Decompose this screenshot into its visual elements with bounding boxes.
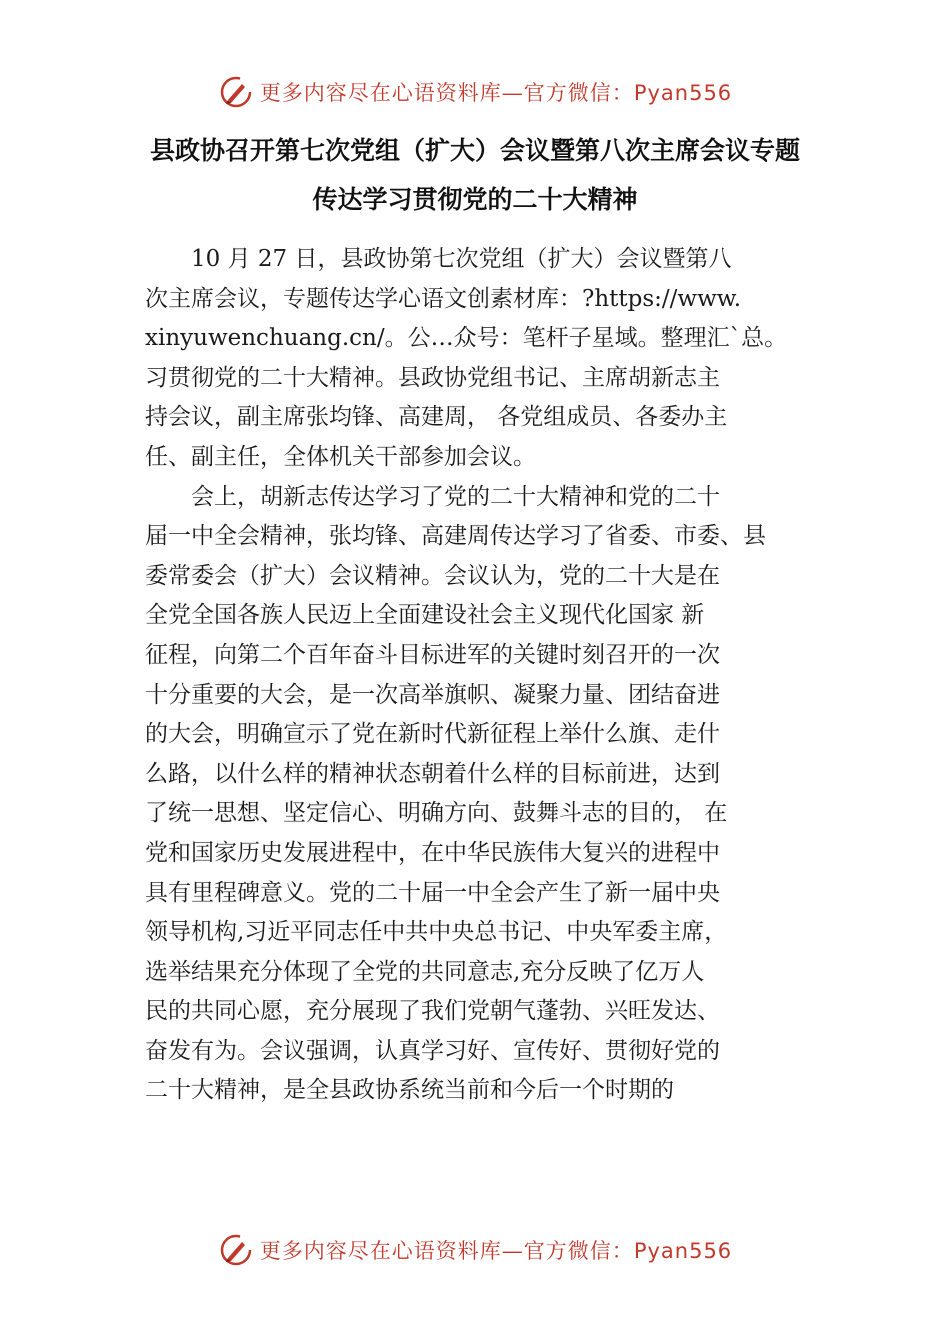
body-line: 任、副主任，全体机关干部参加会议。 (145, 443, 536, 470)
body-line: 奋发有为。会议强调，认真学习好、宣传好、贯彻好党的 (145, 1037, 720, 1064)
banner-wechat-id: Pyan556 (633, 1239, 733, 1263)
banner-wechat-id: Pyan556 (633, 81, 733, 105)
body-line: 二十大精神，是全县政协系统当前和今后一个时期的 (145, 1077, 674, 1104)
pen-nib-logo-icon (218, 1232, 254, 1268)
document-body (145, 240, 825, 1111)
body-line: 会上，胡新志传达学习了党的二十大精神和党的二十 (191, 483, 720, 510)
pen-nib-logo-icon (218, 74, 254, 110)
body-line: 习贯彻党的二十大精神。县政协党组书记、主席胡新志主 (145, 364, 720, 391)
body-line: 具有里程碑意义。党的二十届一中全会产生了新一届中央 (145, 879, 720, 906)
document-title-line-2: 传达学习贯彻党的二十大精神 (312, 185, 638, 214)
body-line: 十分重要的大会，是一次高举旗帜、凝聚力量、团结奋进 (145, 681, 720, 708)
body-line: 选举结果充分体现了全党的共同意志,充分反映了亿万人 (145, 958, 705, 985)
body-line: 了统一思想、坚定信心、明确方向、鼓舞斗志的目的， 在 (145, 800, 728, 827)
banner-text: 更多内容尽在心语资料库—官方微信： (259, 1239, 634, 1263)
body-line: 10 月 27 日，县政协第七次党组（扩大）会议暨第八 (191, 246, 732, 272)
body-line: 领导机构,习近平同志任中共中央总书记、中央军委主席， (145, 919, 728, 946)
footer-banner (0, 1230, 950, 1270)
header-banner (0, 72, 950, 112)
body-line: 征程，向第二个百年奋斗目标进军的关键时刻召开的一次 (145, 641, 720, 668)
body-line: 党和国家历史发展进程中，在中华民族伟大复兴的进程中 (145, 839, 720, 866)
body-line: 的大会，明确宣示了党在新时代新征程上举什么旗、走什 (145, 721, 720, 748)
body-line: 委常委会（扩大）会议精神。会议认为，党的二十大是在 (145, 562, 720, 589)
document-title-line-1: 县政协召开第七次党组（扩大）会议暨第八次主席会议专题 (149, 136, 800, 165)
body-line: 么路，以什么样的精神状态朝着什么样的目标前进，达到 (145, 760, 720, 787)
body-line: 次主席会议，专题传达学心语文创素材库：?https://www. (145, 285, 742, 312)
body-line: 全党全国各族人民迈上全面建设社会主义现代化国家 新 (145, 602, 705, 629)
body-line: 届一中全会精神，张均锋、高建周传达学习了省委、市委、县 (145, 523, 766, 550)
banner-text: 更多内容尽在心语资料库—官方微信： (259, 81, 634, 105)
body-line: 持会议，副主席张均锋、高建周， 各党组成员、各委办主 (145, 404, 728, 431)
body-line: 民的共同心愿，充分展现了我们党朝气蓬勃、兴旺发达、 (145, 998, 720, 1025)
body-line: xinyuwenchuang.cn/。公…众号：笔杆子星域。整理汇`总。 (145, 325, 788, 352)
